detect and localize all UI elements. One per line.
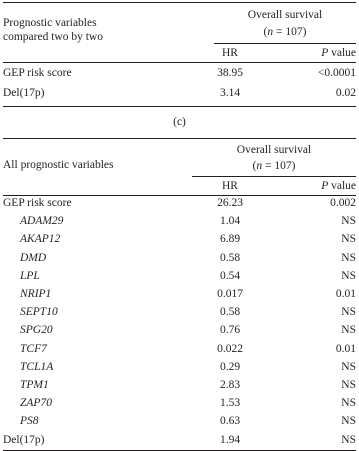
bottom-col-hr: HR <box>222 180 238 192</box>
row-label: ZAP70 <box>20 397 52 410</box>
bottom-group-header: Overall survival <box>236 144 312 156</box>
row-hr-value: 0.54 <box>219 269 241 282</box>
top-stub-header-line2: compared two by two <box>3 31 103 43</box>
row-label: TCF7 <box>20 342 47 355</box>
bottom-stub-header: All prognostic variables <box>3 159 114 171</box>
row-p-value: NS <box>341 324 356 337</box>
bottom-n-label: (n = 107) <box>252 160 296 172</box>
row-p-value: NS <box>341 215 356 228</box>
row-label: Del(17p) <box>3 433 45 446</box>
row-label: Del(17p) <box>3 87 45 99</box>
row-label: GEP risk score <box>3 67 72 79</box>
row-hr-value: 38.95 <box>217 67 243 79</box>
row-label: TPM1 <box>20 379 49 391</box>
row-p-value: 0.002 <box>330 197 356 209</box>
bottom-header-bottom-rule <box>3 195 356 196</box>
top-group-header: Overall survival <box>247 9 323 21</box>
row-hr-value: 0.017 <box>217 288 243 300</box>
row-hr-value: 0.58 <box>219 306 241 319</box>
row-label: LPL <box>20 269 40 282</box>
top-n-symbol: n <box>267 26 274 38</box>
row-p-value: NS <box>341 233 356 246</box>
top-col-hr: HR <box>222 47 238 59</box>
row-p-value: NS <box>341 269 356 282</box>
bottom-col-p: P value <box>321 180 356 192</box>
top-n-label: (n = 107) <box>263 26 307 38</box>
bottom-n-value: 107 <box>274 160 292 172</box>
row-p-value: NS <box>341 433 356 446</box>
row-label: GEP risk score <box>3 197 72 209</box>
row-hr-value: 2.83 <box>219 379 241 391</box>
bottom-table-top-rule <box>3 138 356 139</box>
row-p-value: NS <box>341 397 356 410</box>
row-label: ADAM29 <box>20 215 64 228</box>
row-p-value: NS <box>341 251 356 264</box>
bottom-n-symbol: n <box>256 160 263 172</box>
row-label: SEPT10 <box>20 306 58 319</box>
row-hr-value: 0.76 <box>219 324 241 337</box>
top-col-p: P value <box>321 47 356 59</box>
row-hr-value: 6.89 <box>219 233 241 246</box>
top-table-top-rule <box>3 2 356 3</box>
row-hr-value: 0.29 <box>219 360 241 373</box>
row-p-value: 0.01 <box>335 288 356 300</box>
top-n-value: 107 <box>285 26 303 38</box>
row-hr-value: 1.94 <box>219 433 241 446</box>
top-table-bottom-rule <box>3 106 356 107</box>
bottom-group-rule <box>192 176 356 177</box>
row-p-value: 0.02 <box>335 87 356 99</box>
row-hr-value: 0.63 <box>219 415 241 428</box>
row-hr-value: 1.53 <box>219 397 241 410</box>
row-hr-value: 3.14 <box>219 87 241 99</box>
row-p-value: NS <box>341 379 356 391</box>
row-p-value: <0.0001 <box>317 67 356 79</box>
panel-label: (c) <box>173 116 186 128</box>
row-label: SPG20 <box>20 324 53 337</box>
row-hr-value: 26.23 <box>217 197 243 209</box>
row-p-value: NS <box>341 360 356 373</box>
top-group-rule <box>214 43 356 44</box>
row-p-value: NS <box>341 306 356 319</box>
row-label: DMD <box>20 251 47 264</box>
row-label: NRIP1 <box>20 288 52 300</box>
row-p-value: NS <box>341 415 356 428</box>
bottom-col-p-word: value <box>331 180 356 192</box>
row-p-value: 0.01 <box>335 342 356 355</box>
row-label: AKAP12 <box>20 233 61 246</box>
row-hr-value: 0.022 <box>217 342 243 355</box>
row-hr-value: 1.04 <box>219 215 241 228</box>
top-col-p-word: value <box>331 47 356 59</box>
row-hr-value: 0.58 <box>219 251 241 264</box>
top-stub-header-line1: Prognostic variables <box>3 17 97 29</box>
row-label: PS8 <box>20 415 39 428</box>
row-label: TCL1A <box>20 360 54 373</box>
top-header-bottom-rule <box>3 62 356 63</box>
